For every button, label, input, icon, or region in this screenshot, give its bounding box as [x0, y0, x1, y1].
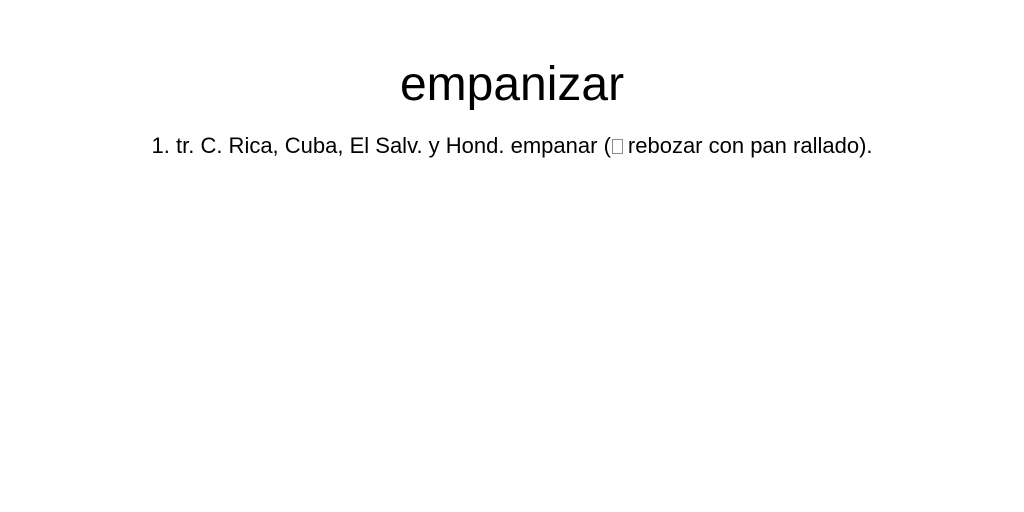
- sense-number: 1.: [151, 133, 170, 158]
- region-list: C. Rica, Cuba, El Salv. y Hond.: [200, 133, 505, 158]
- gloss-text: rebozar con pan rallado: [627, 133, 860, 158]
- missing-glyph-box-icon: [612, 139, 623, 154]
- closing-punctuation: ).: [859, 133, 873, 158]
- open-parenthesis: (: [603, 133, 611, 158]
- definition-line: [0, 131, 1024, 161]
- grammar-abbreviation: tr.: [175, 133, 195, 158]
- headword: empanizar: [399, 58, 625, 111]
- synonym-word: empanar: [510, 133, 598, 158]
